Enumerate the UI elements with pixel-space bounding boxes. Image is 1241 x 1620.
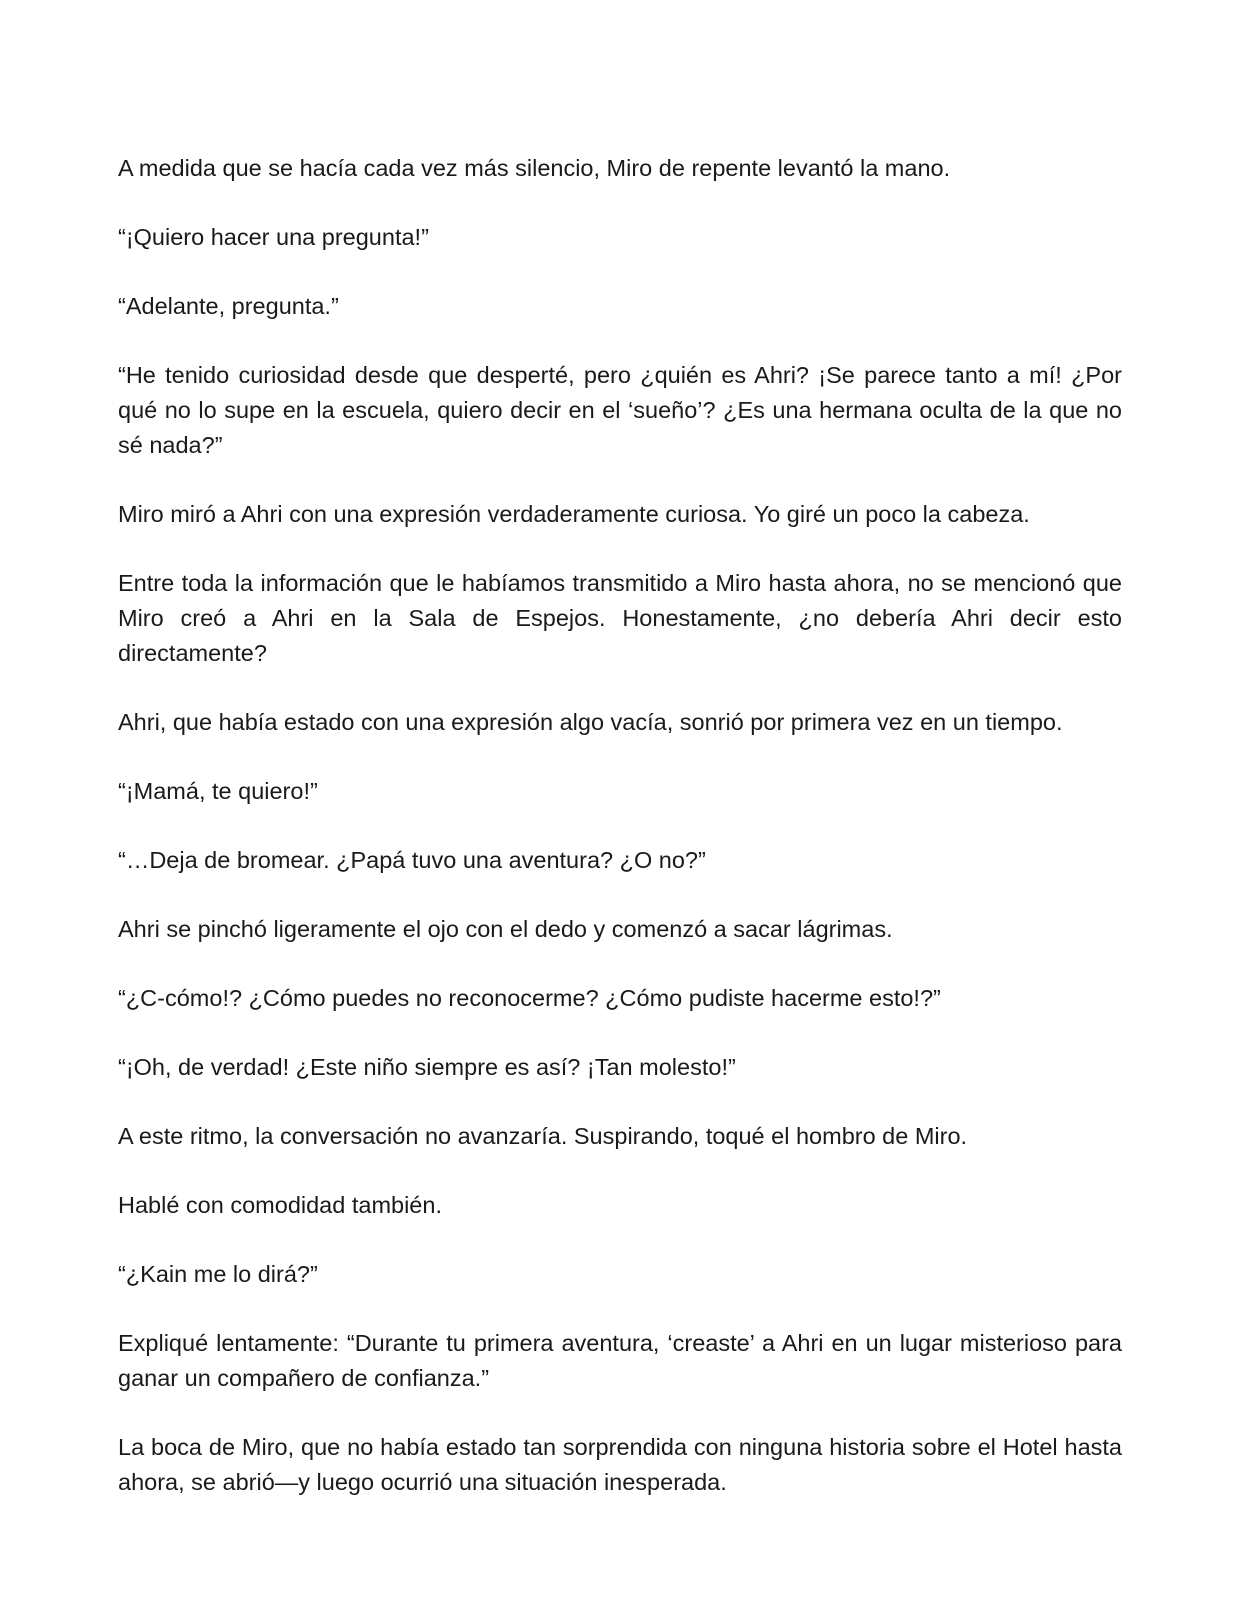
paragraph-9: “…Deja de bromear. ¿Papá tuvo una aventura? ¿O no?” <box>118 847 706 873</box>
paragraph-5: Miro miró a Ahri con una expresión verdaderamente curiosa. Yo giré un poco la cabeza. <box>118 501 1030 527</box>
paragraph-2: “¡Quiero hacer una pregunta!” <box>118 224 429 250</box>
paragraph-6: Entre toda la información que le habíamos transmitido a Miro hasta ahora, no se mencionó que Miro creó a Ahri en la Sala de Espejos. Honestamente, ¿no debería Ahri decir esto directamente? <box>118 570 1122 666</box>
paragraph-7: Ahri, que había estado con una expresión algo vacía, sonrió por primera vez en un tiempo. <box>118 709 1063 735</box>
paragraph-17: La boca de Miro, que no había estado tan sorprendida con ninguna historia sobre el Hotel hasta ahora, se abrió—y luego ocurrió una situación inesperada. <box>118 1434 1122 1495</box>
paragraph-11: “¿C-cómo!? ¿Cómo puedes no reconocerme? ¿Cómo pudiste hacerme esto!?” <box>118 985 941 1011</box>
paragraph-14: Hablé con comodidad también. <box>118 1192 442 1218</box>
paragraph-1: A medida que se hacía cada vez más silencio, Miro de repente levantó la mano. <box>118 155 951 181</box>
paragraph-16: Expliqué lentamente: “Durante tu primera aventura, ‘creaste’ a Ahri en un lugar misterioso para ganar un compañero de confianza.” <box>118 1330 1122 1391</box>
paragraph-15: “¿Kain me lo dirá?” <box>118 1261 318 1287</box>
page-body <box>118 151 1122 1500</box>
paragraph-3: “Adelante, pregunta.” <box>118 293 339 319</box>
paragraph-8: “¡Mamá, te quiero!” <box>118 778 318 804</box>
paragraph-10: Ahri se pinchó ligeramente el ojo con el dedo y comenzó a sacar lágrimas. <box>118 916 893 942</box>
paragraph-4: “He tenido curiosidad desde que desperté, pero ¿quién es Ahri? ¡Se parece tanto a mí! ¿Por qué no lo supe en la escuela, quiero decir en el ‘sueño’? ¿Es una hermana oculta de la que no sé nada?” <box>118 362 1122 458</box>
paragraph-12: “¡Oh, de verdad! ¿Este niño siempre es así? ¡Tan molesto!” <box>118 1054 736 1080</box>
paragraph-13: A este ritmo, la conversación no avanzaría. Suspirando, toqué el hombro de Miro. <box>118 1123 968 1149</box>
